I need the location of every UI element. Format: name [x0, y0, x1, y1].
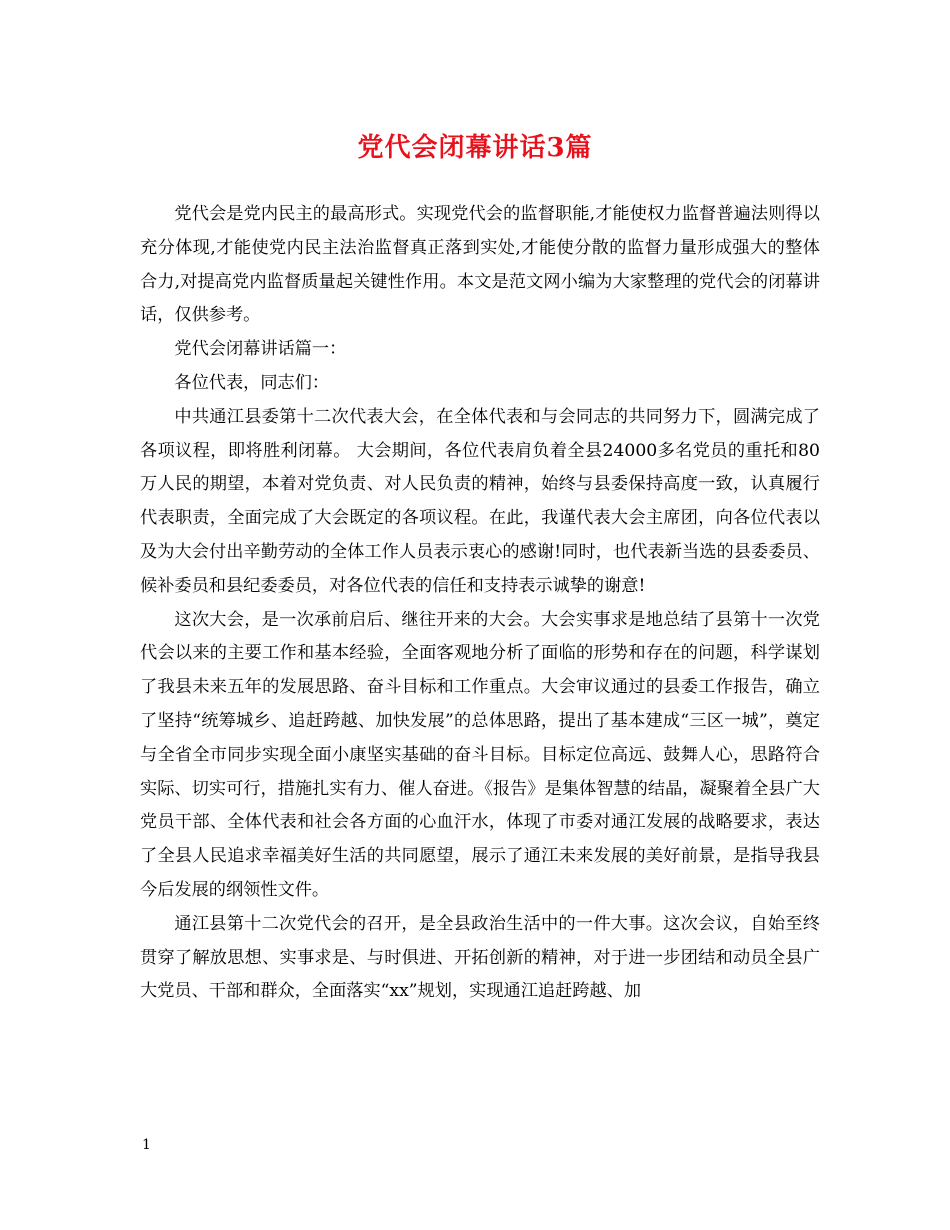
page-number: 1	[142, 1137, 151, 1153]
paragraph-body-1: 中共通江县委第十二次代表大会，在全体代表和与会同志的共同努力下，圆满完成了各项议程，即将胜利闭幕。 大会期间，各位代表肩负着全县24000多名党员的重托和80万人民的期望，本着对党负责、对人民负责的精神，始终与县委保持高度一致，认真履行代表职责，全面完成了大会既定的各项议程。在此，我谨代表大会主席团，向各位代表以及为大会付出辛勤劳动的全体工作人员表示衷心的感谢!同时，也代表新当选的县委委员、候补委员和县纪委委员，对各位代表的信任和支持表示诚挚的谢意!	[140, 406, 820, 596]
paragraph-body-3: 通江县第十二次党代会的召开，是全县政治生活中的一件大事。这次会议，自始至终贯穿了解放思想、实事求是、与时俱进、开拓创新的精神，对于进一步团结和动员全县广大党员、干部和群众，全面落实“xx”规划，实现通江追赶跨越、加	[140, 913, 820, 1002]
document-title: 党代会闭幕讲话3篇	[357, 133, 593, 163]
paragraph-body-2: 这次大会，是一次承前启后、继往开来的大会。大会实事求是地总结了县第十一次党代会以来的主要工作和基本经验，全面客观地分析了面临的形势和存在的问题，科学谋划了我县未来五年的发展思路、奋斗目标和工作重点。大会审议通过的县委工作报告，确立了坚持“统筹城乡、追赶跨越、加快发展”的总体思路，提出了基本建成“三区一城”，奠定与全省全市同步实现全面小康坚实基础的奋斗目标。目标定位高远、鼓舞人心，思路符合实际、切实可行，措施扎实有力、催人奋进。《报告》是集体智慧的结晶，凝聚着全县广大党员干部、全体代表和社会各方面的心血汗水，体现了市委对通江发展的战略要求，表达了全县人民追求幸福美好生活的共同愿望，展示了通江未来发展的美好前景，是指导我县今后发展的纲领性文件。	[140, 609, 820, 900]
paragraph-intro: 党代会是党内民主的最高形式。实现党代会的监督职能,才能使权力监督普遍法则得以充分体现,才能使党内民主法治监督真正落到实处,才能使分散的监督力量形成强大的整体合力,对提高党内监督质量起关键性作用。本文是范文网小编为大家整理的党代会的闭幕讲话，仅供参考。	[140, 204, 820, 326]
paragraph-section-heading: 党代会闭幕讲话篇一：	[174, 339, 347, 360]
document-body	[140, 198, 820, 1009]
paragraph-salutation: 各位代表，同志们：	[174, 372, 330, 393]
